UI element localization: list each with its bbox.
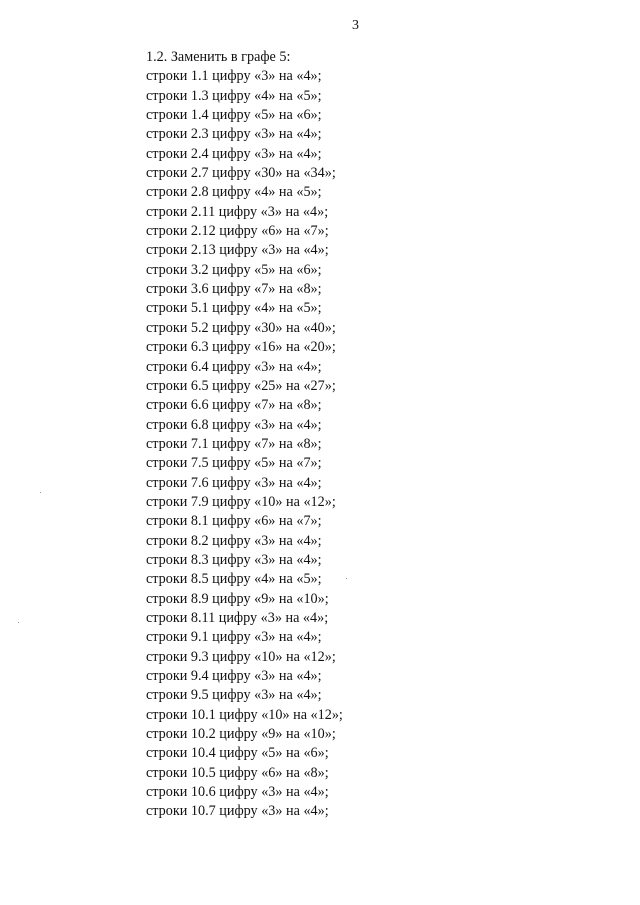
replacement-line: строки 1.3 цифру «4» на «5»; <box>146 87 322 104</box>
replacement-line: строки 10.1 цифру «10» на «12»; <box>146 706 343 723</box>
replacement-line: строки 2.4 цифру «3» на «4»; <box>146 145 322 162</box>
replacement-line: строки 2.13 цифру «3» на «4»; <box>146 242 329 259</box>
replacement-line: строки 8.3 цифру «3» на «4»; <box>146 551 322 568</box>
scan-speck <box>346 578 347 579</box>
replacement-line: строки 9.1 цифру «3» на «4»; <box>146 629 322 646</box>
replacement-line: строки 2.7 цифру «30» на «34»; <box>146 165 336 182</box>
replacement-line: строки 10.6 цифру «3» на «4»; <box>146 784 329 801</box>
replacement-line: строки 9.3 цифру «10» на «12»; <box>146 648 336 665</box>
replacement-line: строки 7.1 цифру «7» на «8»; <box>146 435 322 452</box>
replacement-line: строки 2.12 цифру «6» на «7»; <box>146 223 329 240</box>
replacement-line: строки 3.6 цифру «7» на «8»; <box>146 281 322 298</box>
replacement-line: строки 8.11 цифру «3» на «4»; <box>146 609 329 626</box>
replacement-line: строки 7.9 цифру «10» на «12»; <box>146 493 336 510</box>
replacement-line: строки 2.11 цифру «3» на «4»; <box>146 203 329 220</box>
replacement-line: строки 8.9 цифру «9» на «10»; <box>146 590 329 607</box>
replacement-line: строки 5.1 цифру «4» на «5»; <box>146 300 322 317</box>
replacement-line: строки 10.2 цифру «9» на «10»; <box>146 726 336 743</box>
replacement-line: строки 6.8 цифру «3» на «4»; <box>146 416 322 433</box>
replacement-list <box>146 67 566 821</box>
replacement-line: строки 7.6 цифру «3» на «4»; <box>146 474 322 491</box>
section-heading: 1.2. Заменить в графе 5: <box>146 49 291 65</box>
document-body <box>146 48 566 822</box>
replacement-line: строки 1.4 цифру «5» на «6»; <box>146 107 322 124</box>
replacement-line: строки 2.3 цифру «3» на «4»; <box>146 126 322 143</box>
replacement-line: строки 1.1 цифру «3» на «4»; <box>146 68 322 85</box>
page-number: 3 <box>352 18 359 33</box>
replacement-line: строки 2.8 цифру «4» на «5»; <box>146 184 322 201</box>
replacement-line: строки 5.2 цифру «30» на «40»; <box>146 319 336 336</box>
replacement-line: строки 10.5 цифру «6» на «8»; <box>146 764 329 781</box>
replacement-line: строки 10.7 цифру «3» на «4»; <box>146 803 329 820</box>
replacement-line: строки 6.4 цифру «3» на «4»; <box>146 358 322 375</box>
replacement-line: строки 8.1 цифру «6» на «7»; <box>146 513 322 530</box>
replacement-line: строки 6.5 цифру «25» на «27»; <box>146 377 336 394</box>
replacement-line: строки 6.3 цифру «16» на «20»; <box>146 339 336 356</box>
replacement-line: строки 9.5 цифру «3» на «4»; <box>146 687 322 704</box>
scan-speck <box>18 622 19 623</box>
replacement-line: строки 7.5 цифру «5» на «7»; <box>146 455 322 472</box>
replacement-line: строки 10.4 цифру «5» на «6»; <box>146 745 329 762</box>
replacement-line: строки 8.5 цифру «4» на «5»; <box>146 571 322 588</box>
replacement-line: строки 9.4 цифру «3» на «4»; <box>146 668 322 684</box>
replacement-line: строки 3.2 цифру «5» на «6»; <box>146 261 322 278</box>
scan-speck <box>40 492 41 493</box>
replacement-line: строки 6.6 цифру «7» на «8»; <box>146 397 322 414</box>
replacement-line: строки 8.2 цифру «3» на «4»; <box>146 532 322 549</box>
